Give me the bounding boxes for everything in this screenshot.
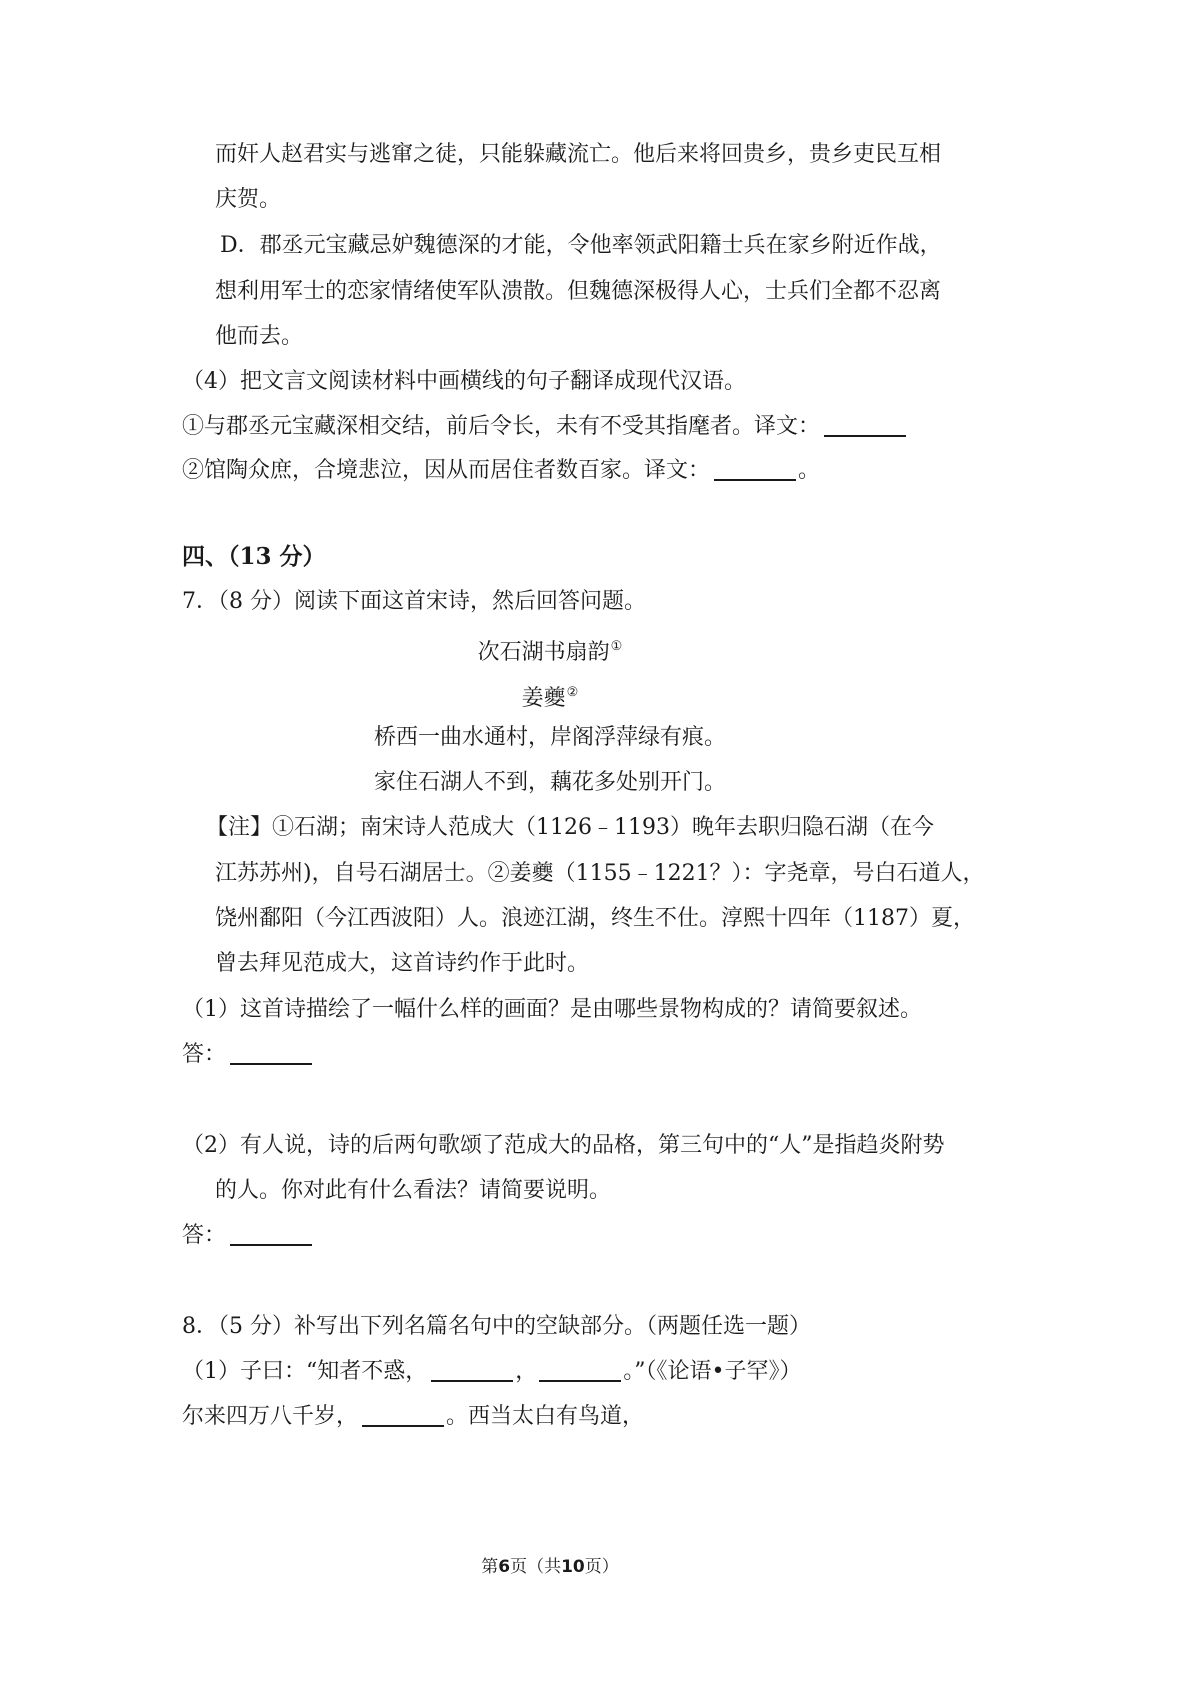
translation-blank-2[interactable] — [714, 457, 796, 481]
poet-name: 姜夔 — [521, 686, 566, 711]
q8-line-2-text-b: 。西当太白有鸟道， — [446, 1404, 645, 1429]
q7-sub-2-line-2: 的人。你对此有什么看法？请简要说明。 — [215, 1178, 612, 1203]
poem-note-line-1 — [206, 813, 934, 843]
poet-note-mark: ② — [566, 685, 579, 700]
q8-stem: 8．（5 分）补写出下列名篇名句中的空缺部分。（两题任选一题） — [182, 1314, 811, 1339]
q8-separator: ， — [515, 1359, 538, 1384]
poem-note-line-3: 饶州鄱阳（今江西波阳）人。浪迹江湖，终生不仕。淳熙十四年（1187）夏， — [215, 906, 975, 931]
option-d-line-1: D．郡丞元宝藏忌妒魏德深的才能，令他率领武阳籍士兵在家乡附近作战， — [220, 233, 942, 258]
q6-4-sentence-2-text: ②馆陶众庶，合境悲泣，因从而居住者数百家。译文： — [182, 458, 711, 483]
q7-sub-1: （1）这首诗描绘了一幅什么样的画面？是由哪些景物构成的？请简要叙述。 — [182, 997, 922, 1022]
q6-4-sentence-2 — [182, 456, 820, 486]
poet — [0, 678, 1100, 714]
fill-blank-1[interactable] — [431, 1358, 513, 1382]
q7-answer-1 — [182, 1040, 314, 1070]
q7-sub-2-line-1: （2）有人说，诗的后两句歌颂了范成大的品格，第三句中的“人”是指趋炎附势 — [182, 1133, 945, 1158]
option-d-line-2: 想利用军士的恋家情绪使军队溃散。但魏德深极得人心，士兵们全都不忍离 — [215, 279, 942, 304]
poem-note-line-2: 江苏苏州)，自号石湖居士。②姜夔（1155﹣1221？）：字尧章，号白石道人， — [215, 861, 985, 886]
fill-blank-2[interactable] — [539, 1358, 621, 1382]
answer-label: 答： — [182, 1223, 227, 1248]
poem-verse-2: 家住石湖人不到，藕花多处别开门。 — [373, 770, 726, 795]
q7-stem: 7．（8 分）阅读下面这首宋诗，然后回答问题。 — [182, 589, 646, 614]
q8-sub-1-text: （1）子曰：“知者不惑， — [182, 1359, 428, 1384]
poem-note-label: 【注】 — [206, 815, 273, 840]
answer-blank-1[interactable] — [230, 1041, 312, 1065]
q6-4-sentence-2-end: 。 — [798, 458, 821, 483]
q8-sub-1-end: 。”（《论语•子罕》） — [623, 1359, 802, 1384]
footer-total-pages: 10 — [561, 1557, 585, 1577]
poem-title-note-mark: ① — [610, 639, 623, 654]
q7-answer-2 — [182, 1221, 314, 1251]
footer-page-number: 6 — [498, 1557, 511, 1577]
poem-verse-1: 桥西一曲水通村，岸阁浮萍绿有痕。 — [373, 725, 726, 750]
answer-blank-2[interactable] — [230, 1222, 312, 1246]
continuation-line-1: 而奸人赵君实与逃窜之徒，只能躲藏流亡。他后来将回贵乡，贵乡吏民互相 — [215, 142, 942, 167]
q6-4-sentence-1-text: ①与郡丞元宝藏深相交结，前后令长，未有不受其指麾者。译文： — [182, 414, 821, 439]
poem-title-text: 次石湖书扇韵 — [477, 640, 610, 665]
translation-blank-1[interactable] — [824, 413, 906, 437]
q8-sub-1 — [182, 1357, 802, 1387]
q6-4-stem: （4）把文言文阅读材料中画横线的句子翻译成现代汉语。 — [182, 369, 746, 394]
q8-line-2 — [182, 1402, 644, 1432]
poem-note-text-1: ①石湖；南宋诗人范成大（1126﹣1193）晚年去职归隐石湖（在今 — [272, 815, 934, 840]
fill-blank-3[interactable] — [362, 1403, 444, 1427]
option-d-line-3: 他而去。 — [215, 324, 304, 349]
page-footer — [0, 1552, 1100, 1577]
q6-4-sentence-1 — [182, 412, 908, 442]
footer-suffix: 页） — [584, 1557, 619, 1577]
section-4-title: 四、（13 分） — [182, 543, 326, 570]
q8-line-2-text-a: 尔来四万八千岁， — [182, 1404, 359, 1429]
continuation-line-2: 庆贺。 — [215, 187, 282, 212]
poem-note-line-4: 曾去拜见范成大，这首诗约作于此时。 — [215, 951, 590, 976]
poem-title — [0, 632, 1100, 668]
footer-mid: 页（共 — [510, 1557, 562, 1577]
answer-label: 答： — [182, 1042, 227, 1067]
footer-prefix: 第 — [481, 1557, 499, 1577]
